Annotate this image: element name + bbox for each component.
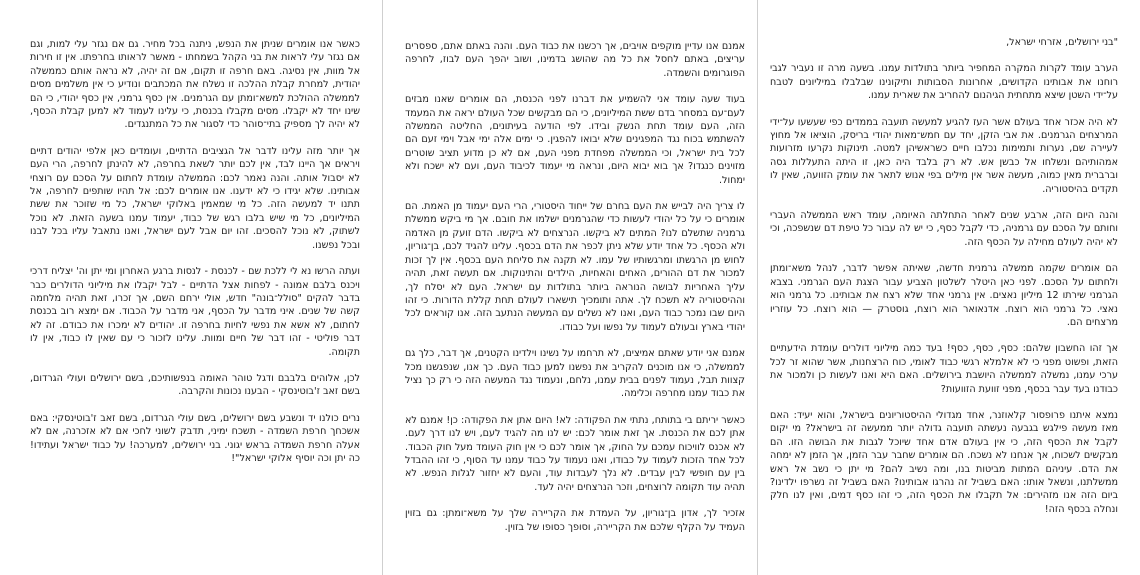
column-paragraph: והנה היום הזה, ארבע שנים לאחר התחלתה האיומה, עומד ראש הממשלה העברי וחותם על הסכם עם גרמניה, כדי לקבל כסף, כי יש לה עבור כל טיפת דם שנשפכה, וכי לא יהיה לעולם מחילה על הכסף הזה. [770, 210, 1118, 248]
column-paragraph: נרים כולנו יד ונשבע בשם ירושלים, בשם עולי הגרדום, בשם זאב ז'בוטינסקי: באם אשכחך חרפת השמדה - תשכח ימיני, תדבק לשוני לחכי אם לא אזכרנה, אם לא אעלה חרפת השמדה בראש יגוני. בני ירושלים, למערכה! על כבוד ישראל ועתידו! כה יתן וכה יוסיף אלוקי ישראל"! [30, 412, 360, 464]
column-divider [382, 0, 383, 575]
text-column-left [30, 0, 360, 575]
column-paragraph: כאשר אנו אומרים שניתן את הנפש, ניתנה בכל מחיר. גם אם נגזר עלי למות, וגם אם נגזר עלי לראות את בני הקהל בשמחתו - מאשר לראותו בחרפתו. אין זו חירות אל מוות, אין נסיגה. באם חרפה זו תקום, אם זה יהיה, לא נראה אותם כממשלה יהודית, למחרת קבלת ההלכה זו נשלח את המכתבים ונודיע כי אין משלמים מסים לממשלה ההולכת למשא־ומתן עם הגרמנים. אין כסף גרמני, אין כסף יהודי, כי הם שינו יחד לא יקבלו. מסים מקבלו בכנסת, כי עלינו לעמוד לא למען קבלת הכסף, לא יהיה לך מספיק בתי־סוהר כדי לסגור את כל המתנגדים. [30, 39, 360, 131]
column-paragraph: הערב עומד לקרות המקרה המחפיר ביותר בתולדות עמנו. בשעה מרה זו נעביר לגבי רוחנו את אבותינו הקדושים, אחרונות הסבותות ותיקונינו שבלבלו במיליונים לטבח על־ידי השטן שיצא מתחתית הגיהנום להחריב את שארית עמנו. [770, 63, 1118, 102]
column-paragraph: נמצא איתנו פרופסור קלאוזנר, אחד מגדולי ההיסטוריונים בישראל, והוא יעיד: האם מאז מעשה פילגש בגבעה נעשתה תועבה גדולה יותר ממעשה זה בישראל? מי יקום לקבל את הכסף הזה, כי אין בעולם אדם אחד שיוכל לגבות את הבושה הזו. הם מבקשים לשכוח, אך אנחנו לא נשכח. הם אומרים שחבר עבר הזמן, אך הזמן לא ימחה את הדם. עיניהם המתות מביטות בנו, ומה נשיב להם? מי יתן כי נשב אל ראש ממשלתנו, ונשאל אותו: האם בשביל זה נהרגו אבותינו? האם בשביל זה נשרפו ילדינו? ביום הזה אנו מזהירים: אל תקבלו את הכסף הזה, כי זהו כסף דמים, ואין לנו חלק ונחלה בכסף הזה! [770, 409, 1118, 515]
text-column-right [770, 0, 1118, 575]
column-paragraph: לו צריך היה לבייש את העם בחרם של ייחוד היסטורי, הרי העם יעמוד מן האמת. הם אומרים כי על כל יהודי לעשות כדי שהגרמנים ישלמו את חובם. אך מי ביקש ממשלת גרמניה שתשלם לנו? המתים לא ביקשו. הנרצחים לא ביקשו. הדם זועק מן האדמה ולא הכסף. כל אחד יודע שלא ניתן לכפר את הדם בכסף. עלינו להגיד לכם, בן־גוריון, לחוש מן הרגשתו ומרגשותיו של עמו. לא תקנה את סליחת העם בכסף. אין לך זכות למכור את דם ההורים, האחים והאחיות, הילדים והתינוקות. אם תעשה זאת, תהיה עליך האחריות לבושה הנוראה ביותר בתולדות עם ישראל. העם לא יסלח לך, וההיסטוריה לא תשכח לך. אתה ותומכיך תישארו לעולם תחת קללת הדורות. כי זהו היום שבו נמכר כבוד העם, ואנו לא נשלים עם המעשה הנתעב הזה. אנו קוראים לכל יהודי בארץ ובעולם לעמוד על נפשו ועל כבודו. [405, 201, 745, 333]
column-paragraph: בעוד שעה עומד אני להשמיע את דברנו לפני הכנסת, הם אומרים שאנו מבזים לעם־עם במסחר בדם ששת המיליונים, כי הם מבקשים שכל העולם יראה את המעמד הזה, העם עומד תחת הנשק ובידו. לפי הודעה בעיתונים, החליטה הממשלה להשתמש בכוח נגד המפגינים שלא יבואו להפגין. כי ימים אלה ימי אבל וימי זעם הם לכל בית ישראל, וכי הממשלה מפחדת מפני העם, אם לא כן מדוע תציב שוטרים מזוינים כנגדו? אך בוא יבוא היום, ונראה מי יעמוד לכיבוד העם, ועם לא ישכח ולא ימחול. [405, 94, 745, 186]
text-column-middle [405, 0, 745, 575]
column-paragraph: "בני ירושלים, אזרחי ישראל, [1006, 37, 1118, 48]
column-paragraph: ועתה הרשו נא לי ללכת שם - לכנסת - לנסות ברגע האחרון ומי יתן וה' יצליח דרכי ויכנס בלבם אמונה - לפחות אצל הדתיים - לבל יקבלו את מיליוני הדולרים כבר בדבר להקים "סולל־בונה" חדש, אולי ירחם השם, אך זכרו, זאת תהיה מלחמה קשה של שנים. איני מדבר על הכסף, אני מדבר על הכבוד. אם ימצא רוב בכנסת לחתום, לא אשא את נפשי לחיות בחרפה זו. יהודים לא ימכרו את כבודם. זה לא דבר פוליטי - זהו דבר של חיים ומוות. עלינו לזכור כי עם שאין לו כבוד, אין לו תקומה. [30, 266, 360, 358]
column-paragraph: כאשר יריתם בי בתותח, נתתי את הפקודה: לא! היום אתן את הפקודה: כן! אמנם לא אתן לכם את הכנסת. אך זאת אומר לכם: יש לנו מה להגיד לעם, ויש לנו דרך לעם. לא אכנס לוויכוח עמכם על החוק, אך אומר לכם כי אין חוק העומד מעל חוק הכבוד. לכל אחד הזכות לעמוד על כבודו, ואנו נעמוד על כבוד עמנו עד הסוף, כי זהו ההבדל בין עם חופשי לבין עבדים. לא נלך לעבדות עוד, והעם לא יחזור לגלות הנפש. לא תהיה עוד תקומה לרוצחים, וזכר הנרצחים יהיה לעד. [405, 414, 745, 493]
column-paragraph: אזכיר לך, אדון בן־גוריון, על העמדת את הקריירה שלך על משא־ומתן: גם בזוין העמיד על הקלף שלכם את הקריירה, וסופך כסופו של בזוין. [405, 508, 745, 533]
column-paragraph: אמנם אנו עדיין מוקפים אויבים, אך רכשנו את כבוד העם. והנה באתם אתם, ספסרים עריצים, באתם לחסל את כל מה שהושג בדמינו, ושוב יהפך העם לבוז, לחרפה הפוגרומים והשמדה. [405, 41, 745, 79]
column-paragraph: אמנם אני יודע שאתם אמיצים, לא תרחמו על נשינו וילדינו הקטנים, אך דבר, כלך גם לממשלה, כי אנו מוכנים להקריב את נפשנו למען כבוד העם. כך אנו, שנפגשנו מכל קצוות תבל, נעמוד לפנים בבית עמנו, נלחם, ונעמוד נגד המעשה הזה כי רק כך נציל את כבוד עמנו מחרפה וכלימה. [405, 348, 745, 400]
column-paragraph: הם אומרים שקמה ממשלה גרמנית חדשה, שאיתה אפשר לדבר, לנהל משא־ומתן ולחתום על הסכם. לפני כאן היטלר לשלטון הצביע עבור הצגת העם הגרמני. בצבא הגרמני שירתו 12 מיליון נאצים. אין גרמני אחד שלא רצח את אבותינו. כל גרמני הוא נאצי. כל גרמני הוא רוצח. אדנאואר הוא רוצח, גוסטרק — הוא רוצח. כל עוזריו מרצחים הם. [770, 263, 1118, 328]
column-paragraph: לא היה אכזר אחד בעולם אשר העז להגיע למעשה תועבה בממדים כפי שעשעו על־ידי המרצחים הגרמנים. את אבי הזקן, יחד עם חמש־מאות יהודי בריסק, הוציאו אל מחוץ לעיירה שם, נערות ותמימות נכלבו חיים כשראשיהן למטה. תינוקות נקרעו מזרועות אמהותיהם ונשלחו אל כבשן אש. לא רק בלבד היה כאן, זו היתה התעללות גסה וברברית מאין כמוה, מעשה אשר אין מילים בפי אנוש לתאר את עומק הזוועה, שאין לו תקדים בהיסטוריה. [770, 116, 1118, 195]
column-paragraph: אך זהו החשבון שלהם: כסף, כסף, כסף! בעד כמה מיליוני דולרים עומדת הידעתיים הזאת, ופשוט מפני כי לא אלמלא רגשי כבוד לאומי, כוח הרצחנות, אשר שהוא זר לכל ערכי עמנו, נמשלה לממשלה היושבת בירושלים. האם היא ואנו לעשות כן ולמכור את כבודנו בעד עבר בכסף, מפני זוועת הזוועות? [770, 343, 1118, 395]
column-paragraph: אך יותר מזה עלינו לדבר אל הגציבים הדתיים, ועומדים כאן אלפי יהודים דתיים ויראים אך היינו לבד, אין לכם יותר לשאת בחרפה, לא להינתן לחרפה, הרי העם לא יסבול אותה. והנה נאמר לכם: הממשלה עומדת לחתום על הסכם עם רוצחי אבותינו. שלא יגידו כי לא ידענו. אנו אומרים לכם: אל תהיו שותפים לחרפה, אל תתנו יד למעשה הזה. כל מי שמאמין באלוקי ישראל, כל מי שזוכר את ששת המיליונים, כל מי שיש בלבו רגש של כבוד, יעמוד עמנו בשעה הזאת. לא נוכל לשתוק, לא נוכל להסכים. זהו יום אבל לעם ישראל, ואנו נתאבל עליו בכל לבנו ובכל נפשנו. [30, 145, 360, 251]
column-divider [757, 0, 758, 575]
column-paragraph: לכן, אלוהים בלבבם ודגל טוהר האומה בנפשותיכם, בשם ירושלים ועולי הגרדום, בשם זאב ז'בוטינסקי - הבענו נכונות והקרבה. [30, 372, 360, 398]
